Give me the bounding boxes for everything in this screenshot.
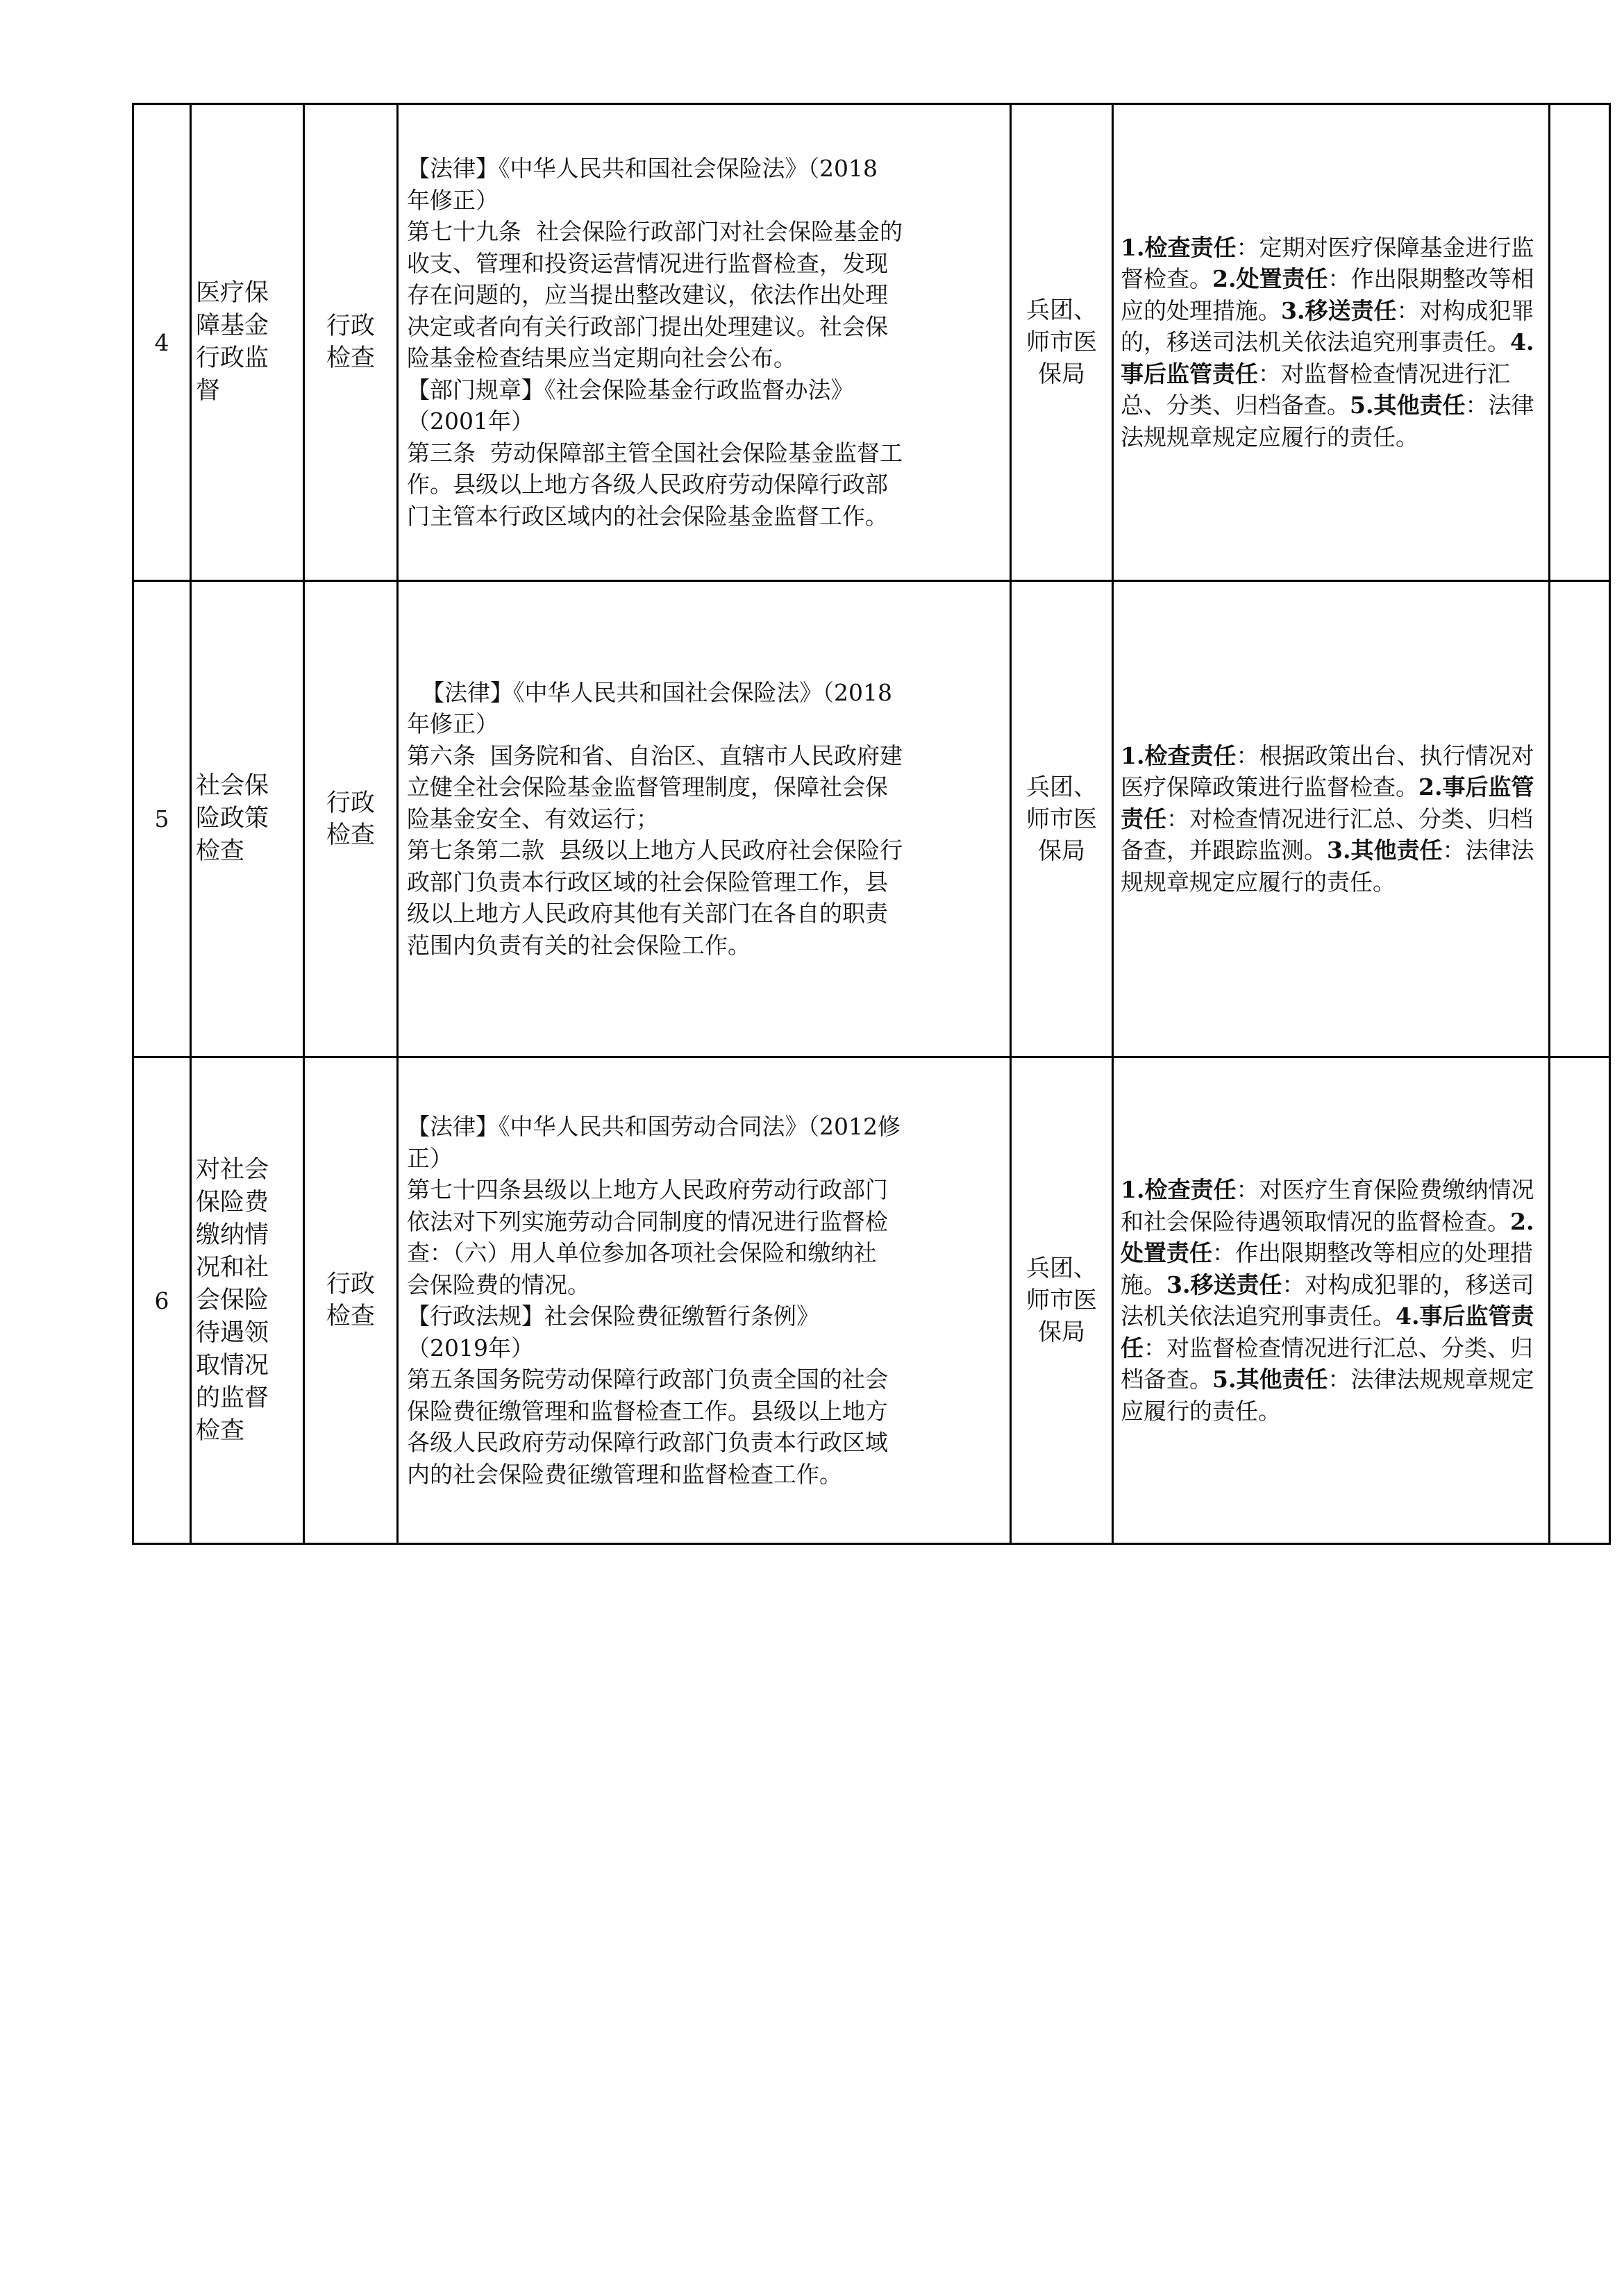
resp-label: 1.检查责任: [1121, 741, 1237, 769]
responsible-department: 兵团、 师市医 保局: [1011, 581, 1113, 1057]
table-row: [133, 104, 1610, 581]
resp-label: 2.处置责任: [1212, 265, 1328, 293]
resp-label: 3.移送责任: [1281, 296, 1397, 324]
responsibility-items: 1.检查责任：对医疗生育保险费缴纳情况和社会保险待遇领取情况的监督检查。2.处置责任：作出限期整改等相应的处理措施。3.移送责任：对构成犯罪的，移送司法机关依法追究刑事责任。4.事后监管责任：对监督检查情况进行汇总、分类、归档备查。5.其他责任：法律法规规章规定应履行的责任。: [1113, 1057, 1550, 1544]
empty-remarks-cell: [1550, 581, 1610, 1057]
resp-label: 4.事后监管责任: [1121, 328, 1534, 387]
legal-basis: 【法律】《中华人民共和国劳动合同法》（2012修 正） 第七十四条县级以上地方人民政府劳动行政部门 依法对下列实施劳动合同制度的情况进行监督检 查：（六）用人单位参加各项社会保险和缴纳社 会保险费的情况。 【行政法规】社会保险费征缴暂行条例》 （2019年） 第五条国务院劳动保障行政部门负责全国的社会 保险费征缴管理和监督检查工作。县级以上地方 各级人民政府劳动保障行政部门负责本行政区域 内的社会保险费征缴管理和监督检查工作。: [398, 1057, 1011, 1544]
item-type: 行政 检查: [304, 581, 398, 1057]
empty-remarks-cell: [1550, 1057, 1610, 1544]
responsibility-items: 1.检查责任：定期对医疗保障基金进行监督检查。2.处置责任：作出限期整改等相应的处理措施。3.移送责任：对构成犯罪的，移送司法机关依法追究刑事责任。4.事后监管责任：对监督检查情况进行汇总、分类、归档备查。5.其他责任：法律法规规章规定应履行的责任。: [1113, 104, 1550, 581]
legal-basis: 【法律】《中华人民共和国社会保险法》（2018 年修正） 第七十九条 社会保险行政部门对社会保险基金的 收支、管理和投资运营情况进行监督检查，发现 存在问题的，应当提出整改建议，依法作出处理 决定或者向有关行政部门提出处理建议。社会保 险基金检查结果应当定期向社会公布。 【部门规章】《社会保险基金行政监督办法》 （2001年） 第三条 劳动保障部主管全国社会保险基金监督工 作。县级以上地方各级人民政府劳动保障行政部 门主管本行政区域内的社会保险基金监督工作。: [398, 104, 1011, 581]
resp-label: 2.事后监管责任: [1121, 773, 1534, 832]
resp-label: 1.检查责任: [1121, 1176, 1237, 1203]
table-row: [133, 1057, 1610, 1544]
resp-label: 1.检查责任: [1121, 233, 1237, 261]
resp-label: 2.处置责任: [1121, 1207, 1534, 1266]
legal-basis: 【法律】《中华人民共和国社会保险法》（2018 年修正） 第六条 国务院和省、自治区、直辖市人民政府建 立健全社会保险基金监督管理制度，保障社会保 险基金安全、有效运行； 第七条第二款 县级以上地方人民政府社会保险行 政部门负责本行政区域的社会保险管理工作，县 级以上地方人民政府其他有关部门在各自的职责 范围内负责有关的社会保险工作。: [398, 581, 1011, 1057]
item-type: 行政 检查: [304, 1057, 398, 1544]
item-number: 5: [133, 581, 191, 1057]
responsible-department: 兵团、 师市医 保局: [1011, 104, 1113, 581]
responsible-department: 兵团、 师市医 保局: [1011, 1057, 1113, 1544]
item-name: 社会保 险政策 检查: [191, 581, 304, 1057]
item-type: 行政 检查: [304, 104, 398, 581]
resp-label: 3.其他责任: [1327, 837, 1443, 864]
item-number: 6: [133, 1057, 191, 1544]
responsibility-items: 1.检查责任：根据政策出台、执行情况对医疗保障政策进行监督检查。2.事后监管责任：对检查情况进行汇总、分类、归档备查，并跟踪监测。3.其他责任：法律法规规章规定应履行的责任。: [1113, 581, 1550, 1057]
table-row: [133, 581, 1610, 1057]
item-number: 4: [133, 104, 191, 581]
empty-remarks-cell: [1550, 104, 1610, 581]
responsibility-table: [132, 103, 1611, 1545]
resp-label: 5.其他责任: [1350, 392, 1466, 419]
item-name: 对社会 保险费 缴纳情 况和社 会保险 待遇领 取情况 的监督 检查: [191, 1057, 304, 1544]
resp-label: 4.事后监管责任: [1121, 1302, 1534, 1361]
item-name: 医疗保 障基金 行政监 督: [191, 104, 304, 581]
resp-label: 5.其他责任: [1212, 1366, 1328, 1393]
resp-label: 3.移送责任: [1166, 1271, 1282, 1298]
